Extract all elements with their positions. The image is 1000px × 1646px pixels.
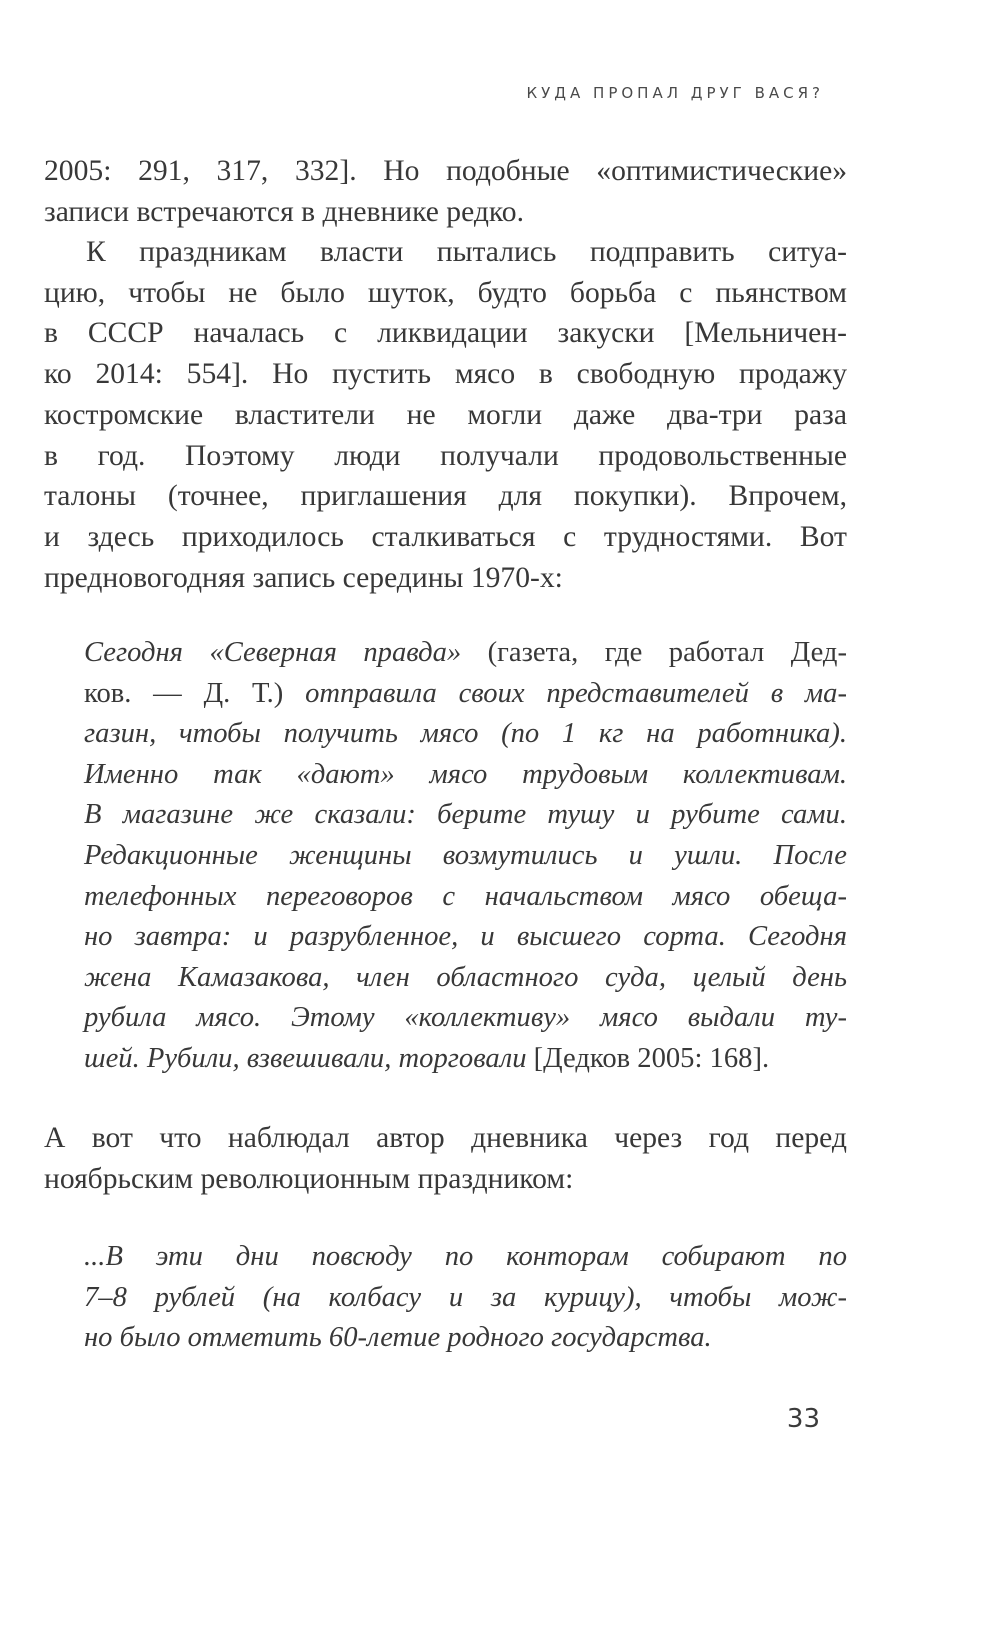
- paragraph-3: [44, 1118, 847, 1199]
- quote-citation: [Дедков 2005: 168].: [526, 1042, 770, 1074]
- text-line: предновогодняя запись середины 1970-х:: [44, 561, 563, 594]
- quote-line: но завтра: и разрубленное, и высшего сорта. Сегодня: [84, 921, 847, 953]
- quote-line: газин, чтобы получить мясо (по 1 кг на работника).: [84, 718, 847, 750]
- paragraph-2: [44, 232, 847, 598]
- quote-line: [84, 674, 847, 715]
- quote-upright-text: ков. — Д. Т.): [84, 677, 284, 709]
- quote-line: жена Камазакова, член областного суда, целый день: [84, 961, 847, 993]
- text-line: ноябрьским революционным праздником:: [44, 1162, 574, 1195]
- block-quote-2: [84, 1237, 847, 1359]
- text-line: ко 2014: 554]. Но пустить мясо в свободную продажу: [44, 358, 847, 391]
- text-line: в СССР началась с ликвидации закуски [Мельничен-: [44, 317, 847, 350]
- quote-italic-text: Сегодня «Северная правда»: [84, 637, 462, 668]
- paragraph-1: [44, 151, 847, 232]
- quote-line: [84, 1039, 847, 1080]
- text-line: 2005: 291, 317, 332]. Но подобные «оптимистические»: [44, 155, 847, 187]
- quote-line: рубила мясо. Этому «коллективу» мясо выдали ту-: [84, 1002, 847, 1034]
- quote-line: ...В эти дни повсюду по конторам собирают по: [84, 1241, 847, 1272]
- text-line: К праздникам власти пытались подправить ситуа-: [86, 236, 847, 268]
- quote-italic-text: отправила своих представителей в ма-: [283, 677, 847, 709]
- text-line: костромские властители не могли даже два-три раза: [44, 398, 847, 431]
- quote-line: телефонных переговоров с начальством мясо обеща-: [84, 880, 847, 912]
- quote-line: но было отметить 60-летие родного государства.: [84, 1322, 712, 1354]
- quote-line: [84, 633, 847, 674]
- text-line: в год. Поэтому люди получали продовольственные: [44, 439, 847, 472]
- text-line: талоны (точнее, приглашения для покупки). Впрочем,: [44, 480, 847, 513]
- quote-line: 7–8 рублей (на колбасу и за курицу), чтобы мож-: [84, 1281, 847, 1313]
- text-line: цию, чтобы не было шуток, будто борьба с пьянством: [44, 276, 847, 309]
- text-line: записи встречаются в дневнике редко.: [44, 195, 524, 228]
- block-quote-1: [84, 633, 847, 1080]
- quote-line: Именно так «дают» мясо трудовым коллективам.: [84, 758, 847, 790]
- quote-line: Редакционные женщины возмутились и ушли. После: [84, 839, 847, 871]
- page-number: 33: [786, 1404, 820, 1434]
- running-head: КУДА ПРОПАЛ ДРУГ ВАСЯ?: [526, 84, 824, 102]
- quote-italic-text: шей. Рубили, взвешивали, торговали: [84, 1042, 527, 1074]
- quote-line: В магазине же сказали: берите тушу и рубите сами.: [84, 799, 847, 831]
- text-line: А вот что наблюдал автор дневника через год перед: [44, 1122, 847, 1154]
- text-line: и здесь приходилось сталкиваться с трудностями. Вот: [44, 520, 847, 553]
- quote-upright-text: (газета, где работал Дед-: [461, 637, 847, 668]
